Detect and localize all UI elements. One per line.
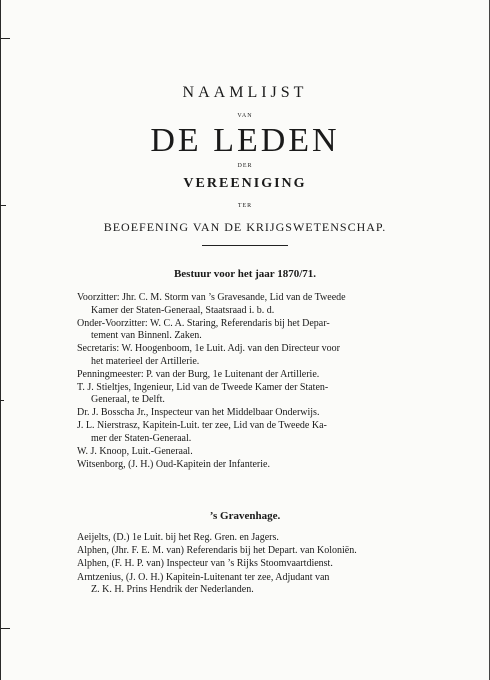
list-item: Voorzitter: Jhr. C. M. Storm van ’s Gravesande, Lid van de Tweede Kamer der Staten-Generaal, Staatsraad i. b. d. <box>77 292 346 316</box>
members-list <box>77 532 397 598</box>
list-item: Dr. J. Bosscha Jr., Inspecteur van het Middelbaar Onderwijs. <box>77 407 320 418</box>
binding-mark <box>0 628 10 629</box>
list-item: Secretaris: W. Hoogenboom, 1e Luit. Adj. van den Directeur voor het materieel der Artillerie. <box>77 343 340 367</box>
binding-mark <box>0 400 4 401</box>
list-item: Arntzenius, (J. O. H.) Kapitein-Luitenant ter zee, Adjudant van Z. K. H. Prins Hendrik der Nederlanden. <box>77 571 330 596</box>
list-item: Onder-Voorzitter: W. C. A. Staring, Referendaris bij het Depar- tement van Binnenl. Zaken. <box>77 317 330 341</box>
title-vereeniging: VEREENIGING <box>183 176 307 191</box>
list-item: J. L. Nierstrasz, Kapitein-Luit. ter zee, Lid van de Tweede Ka- mer der Staten-Generaal. <box>77 420 327 444</box>
title-beoefening: BEOEFENING VAN DE KRIJGSWETENSCHAP. <box>103 220 387 234</box>
list-item: Aeijelts, (D.) 1e Luit. bij het Reg. Gren. en Jagers. <box>77 532 279 543</box>
bestuur-heading: Bestuur voor het jaar 1870/71. <box>173 268 317 280</box>
binding-edge <box>0 0 10 680</box>
bestuur-list <box>77 292 397 472</box>
title-van: VAN <box>237 113 253 119</box>
list-item: T. J. Stieltjes, Ingenieur, Lid van de Tweede Kamer der Staten- Generaal, te Delft. <box>77 381 329 405</box>
title-de-leden: DE LEDEN <box>150 122 340 159</box>
city-heading: ’s Gravenhage. <box>209 510 281 522</box>
list-item: Witsenborg, (J. H.) Oud-Kapitein der Infanterie. <box>77 458 270 470</box>
list-item: Alphen, (F. H. P. van) Inspecteur van ’s Rijks Stoomvaartdienst. <box>77 558 333 570</box>
title-ter: TER <box>237 203 253 209</box>
binding-mark <box>0 38 10 39</box>
title-divider <box>202 245 288 246</box>
list-item: W. J. Knoop, Luit.-Generaal. <box>77 445 193 457</box>
list-item: Penningmeester: P. van der Burg, 1e Luitenant der Artillerie. <box>77 368 320 380</box>
list-item: Alphen, (Jhr. F. E. M. van) Referendaris bij het Depart. van Koloniën. <box>77 545 357 557</box>
title-der: DER <box>237 163 253 169</box>
title-naamlijst: NAAMLIJST <box>182 84 308 101</box>
